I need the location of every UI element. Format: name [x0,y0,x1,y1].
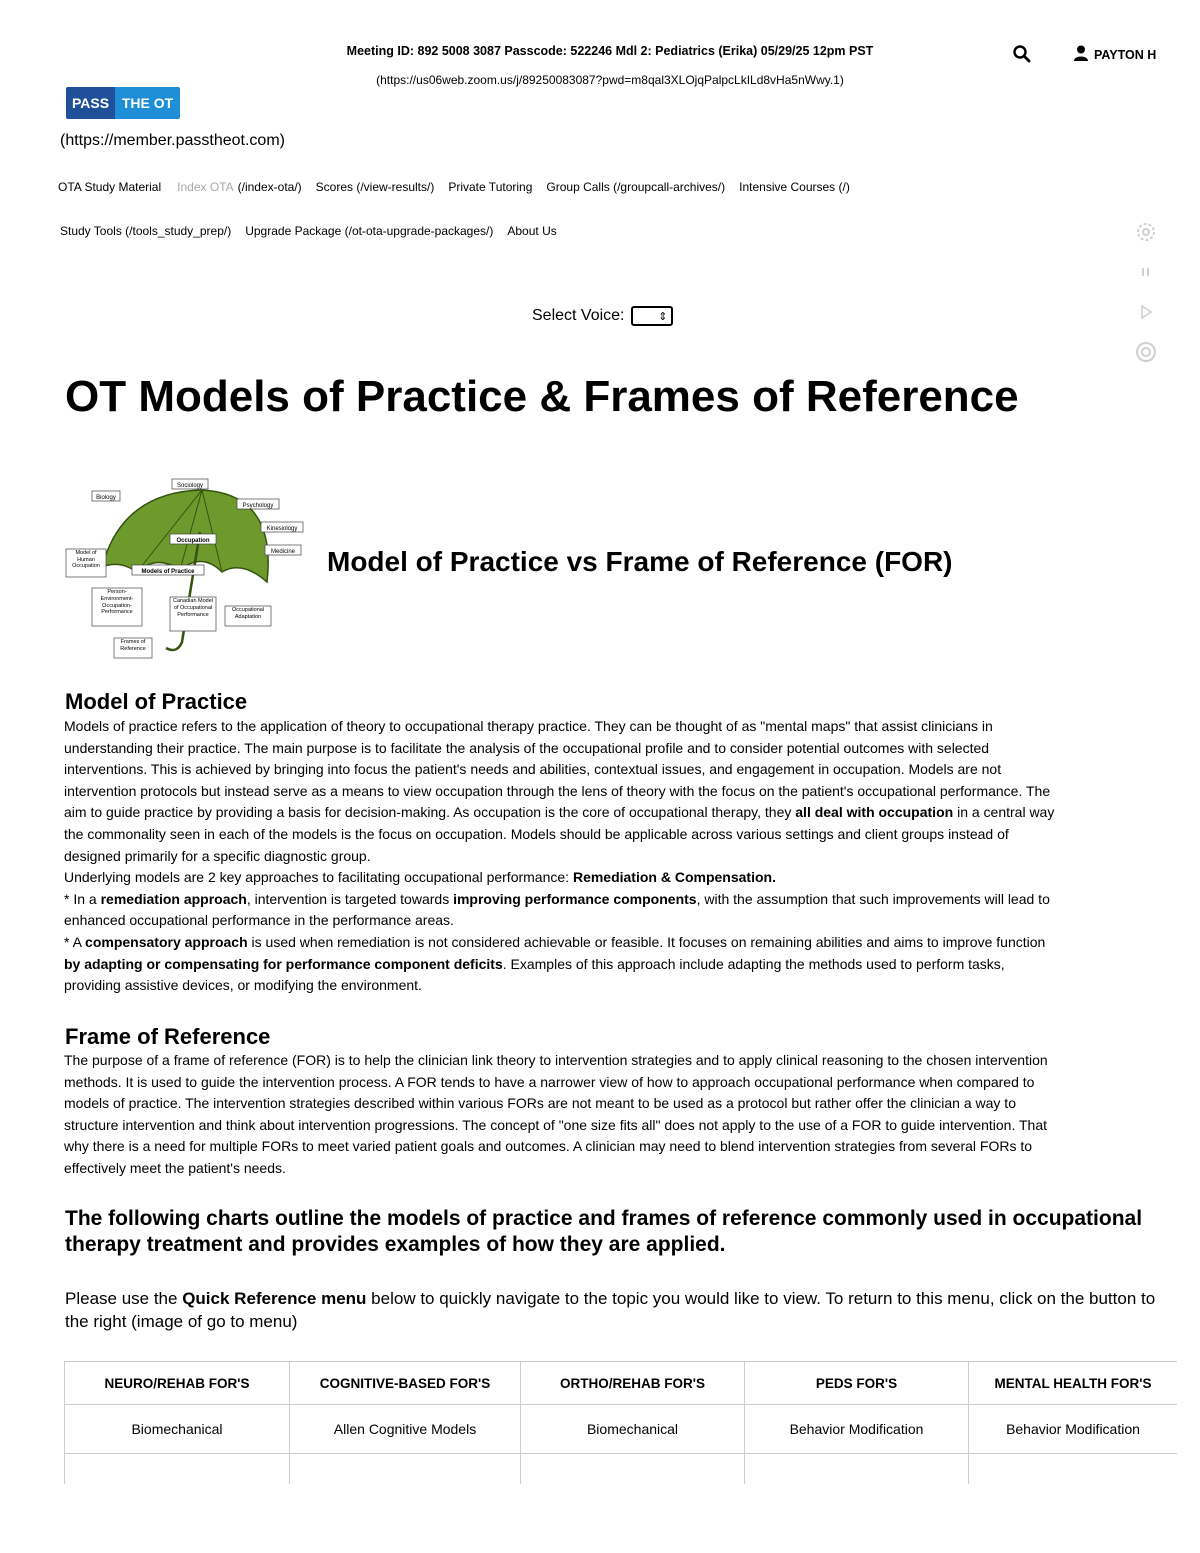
mop-bold: compensatory approach [85,933,248,950]
table-cell-empty [745,1454,969,1485]
mop-text: . Examples of this approach include adapting the methods used to perform tasks, [502,955,1005,972]
user-menu[interactable] [1074,45,1156,64]
quick-reference-note [65,1287,1165,1333]
user-icon [1074,45,1088,64]
mop-text: * In a [64,890,101,907]
mop-line [64,889,1164,911]
col-mental-health: MENTAL HEALTH FOR'S [969,1362,1178,1405]
umbrella-label-peop: Person-Environment-Occupation-Performance [100,589,134,616]
main-nav-row-2 [60,224,557,238]
meeting-link[interactable]: (https://us06web.zoom.us/j/89250083087?pwd=m8qal3XLOjqPalpcLkILd8vHa5nWwy.1) [376,73,844,87]
mop-bold: Remediation & Compensation. [572,869,776,886]
mop-line [64,932,1164,954]
umbrella-label-oa: Occupational Adaptation [231,607,265,620]
umbrella-label-sociology: Sociology [176,483,204,489]
umbrella-label-models-of-practice: Models of Practice [141,569,195,575]
nav-group-calls[interactable]: Group Calls (/groupcall-archives/) [546,180,726,194]
logo-the-ot: THE OT [115,87,180,119]
for-line: methods. It is used to guide the intervention process. A FOR tends to have a narrower view of how to approach occupational performance when compared to [64,1073,1035,1090]
mop-line: providing assistive devices, or modifying the environment. [64,977,422,994]
for-line: effectively meet the patient's needs. [64,1159,286,1176]
charts-intro: The following charts outline the models of practice and frames of reference commonly used in occupational therapy treatment and provides examples of how they are applied. [65,1207,1143,1256]
quick-ref-text: Please use the [65,1289,183,1308]
quick-ref-text: below to quickly navigate to the topic you would like to view. To return to this menu, click on the button to the right (image of go to menu) [65,1289,1156,1331]
quick-ref-bold: Quick Reference menu [182,1289,367,1308]
model-of-practice-heading: Model of Practice [65,689,248,714]
voice-selector [532,306,673,326]
nav-private-tutoring[interactable]: Private Tutoring [448,180,533,194]
nav-index-ota-url: (/index-ota/) [237,180,302,194]
logo-pass: PASS [66,87,115,119]
frame-of-reference-text [64,1050,1164,1180]
umbrella-label-moho: Model of Human Occupation [72,550,100,569]
for-line: The purpose of a frame of reference (FOR) is to help the clinician link theory to intervention strategies and to apply clinical reasoning to the chosen intervention [64,1052,1048,1068]
umbrella-label-occupation: Occupation [176,538,210,544]
mop-line: interventions. This is achieved by bringing into focus the patient's needs and abilities, contextual issues, and engagement in occupation. Models are not [64,761,1002,778]
mop-line: Models of practice refers to the application of theory to occupational therapy practice. They can be thought of as "mental maps" that assist clinicians in [64,718,993,734]
nav-study-tools[interactable]: Study Tools (/tools_study_prep/) [60,224,232,238]
frame-of-reference-heading: Frame of Reference [65,1024,271,1049]
table-row [65,1454,1178,1485]
mop-line [64,867,1164,889]
umbrella-label-cmop: Canadian Model of Occupational Performance [172,598,214,618]
voice-select[interactable] [631,306,673,326]
umbrella-illustration [62,472,306,662]
mop-line [64,954,1164,976]
mop-line [64,802,1164,824]
mop-line: intervention protocols but instead serve as a means to view occupation through the lens of theory with the focus on the patient's occupational performance. The [64,782,1051,799]
mop-bold: remediation approach [100,890,247,907]
table-cell-empty [65,1454,290,1485]
voice-label: Select Voice: [532,307,625,324]
meeting-info: Meeting ID: 892 5008 3087 Passcode: 522246 Mdl 2: Pediatrics (Erika) 05/29/25 12pm PST [346,44,874,58]
umbrella-label-psychology: Psychology [242,503,274,509]
page-title: OT Models of Practice & Frames of Reference [65,372,1019,421]
play-icon[interactable] [1134,300,1158,324]
mop-text: , with the assumption that such improvements will lead to [696,890,1050,907]
col-ortho-rehab: ORTHO/REHAB FOR'S [521,1362,745,1405]
umbrella-label-biology: Biology [96,495,116,501]
mop-line: the commonality seen in each of the models is the focus on occupation. Models should be applicable across various settings and client groups instead of [64,825,1009,842]
pause-icon[interactable] [1134,260,1158,284]
col-peds: PEDS FOR'S [745,1362,969,1405]
for-line: structure intervention and think about intervention progressions. The concept of "one size fits all" does not apply to the use of a FOR to guide intervention. That [64,1116,1048,1133]
settings-icon[interactable] [1134,220,1158,244]
mop-bold: all deal with occupation [795,804,954,821]
table-cell-empty [969,1454,1178,1485]
mop-bold: improving performance components [453,890,697,907]
table-header-row [65,1362,1178,1405]
table-cell-link[interactable]: Behavior Modification [745,1405,969,1454]
search-icon[interactable] [1012,44,1032,64]
mop-line: designed primarily for a specific diagnostic group. [64,847,371,864]
table-cell-link[interactable]: Biomechanical [65,1405,290,1454]
nav-ota-study-material[interactable]: OTA Study Material [58,180,162,194]
table-cell-empty [290,1454,521,1485]
mop-text: is used when remediation is not considered achievable or feasible. It focuses on remaining abilities and aims to improve function [247,933,1046,950]
user-name: PAYTON H [1094,47,1157,62]
table-cell-empty [521,1454,745,1485]
mop-line: enhanced occupational performance in the performance areas. [64,912,454,929]
nav-scores[interactable]: Scores (/view-results/) [315,180,435,194]
record-icon[interactable] [1134,340,1158,364]
umbrella-label-kinesiology: Kinesiology [266,526,298,532]
table-cell-link[interactable]: Allen Cognitive Models [290,1405,521,1454]
nav-about-us[interactable]: About Us [507,224,557,238]
for-line: models of practice. The intervention strategies described within various FORs are not meant to be used as a protocol but rather offer the clinician a way to [64,1095,1016,1112]
section-subtitle: Model of Practice vs Frame of Reference (FOR) [327,546,953,577]
umbrella-label-medicine: Medicine [270,549,296,555]
mop-text: * A [64,933,86,950]
nav-intensive-courses[interactable]: Intensive Courses (/) [739,180,850,194]
main-nav-row-1 [58,180,850,194]
mop-text: , intervention is targeted towards [246,890,454,907]
table-cell-link[interactable]: Behavior Modification [969,1405,1178,1454]
nav-index-ota[interactable] [177,180,302,194]
mop-text: Underlying models are 2 key approaches to facilitating occupational performance: [64,869,573,886]
mop-line: understanding their practice. The main purpose is to facilitate the analysis of the occupational profile and to consider potential outcomes with selected [64,739,990,756]
mop-bold: by adapting or compensating for performance component deficits [64,955,503,972]
col-neuro-rehab: NEURO/REHAB FOR'S [65,1362,290,1405]
table-cell-link[interactable]: Biomechanical [521,1405,745,1454]
model-of-practice-text [64,716,1164,997]
nav-index-ota-label: Index OTA [177,180,234,194]
umbrella-label-for: Frames of Reference [120,639,146,652]
site-logo[interactable] [66,87,180,119]
table-row [65,1405,1178,1454]
for-line: why there is a need for multiple FORs to meet varied patient goals and outcomes. A clinician may need to blend intervention strategies from several FORs to [64,1138,1033,1155]
mop-text: aim to guide practice by providing a basis for decision-making. As occupation is the core of occupational therapy, they [64,804,792,821]
nav-upgrade-package[interactable]: Upgrade Package (/ot-ota-upgrade-packages/) [245,224,494,238]
home-link[interactable]: (https://member.passtheot.com) [60,132,285,149]
quick-reference-table [64,1361,1177,1484]
mop-text: in a central way [953,804,1055,821]
select-arrows-icon: ⇕ [658,310,668,323]
col-cognitive: COGNITIVE-BASED FOR'S [290,1362,521,1405]
